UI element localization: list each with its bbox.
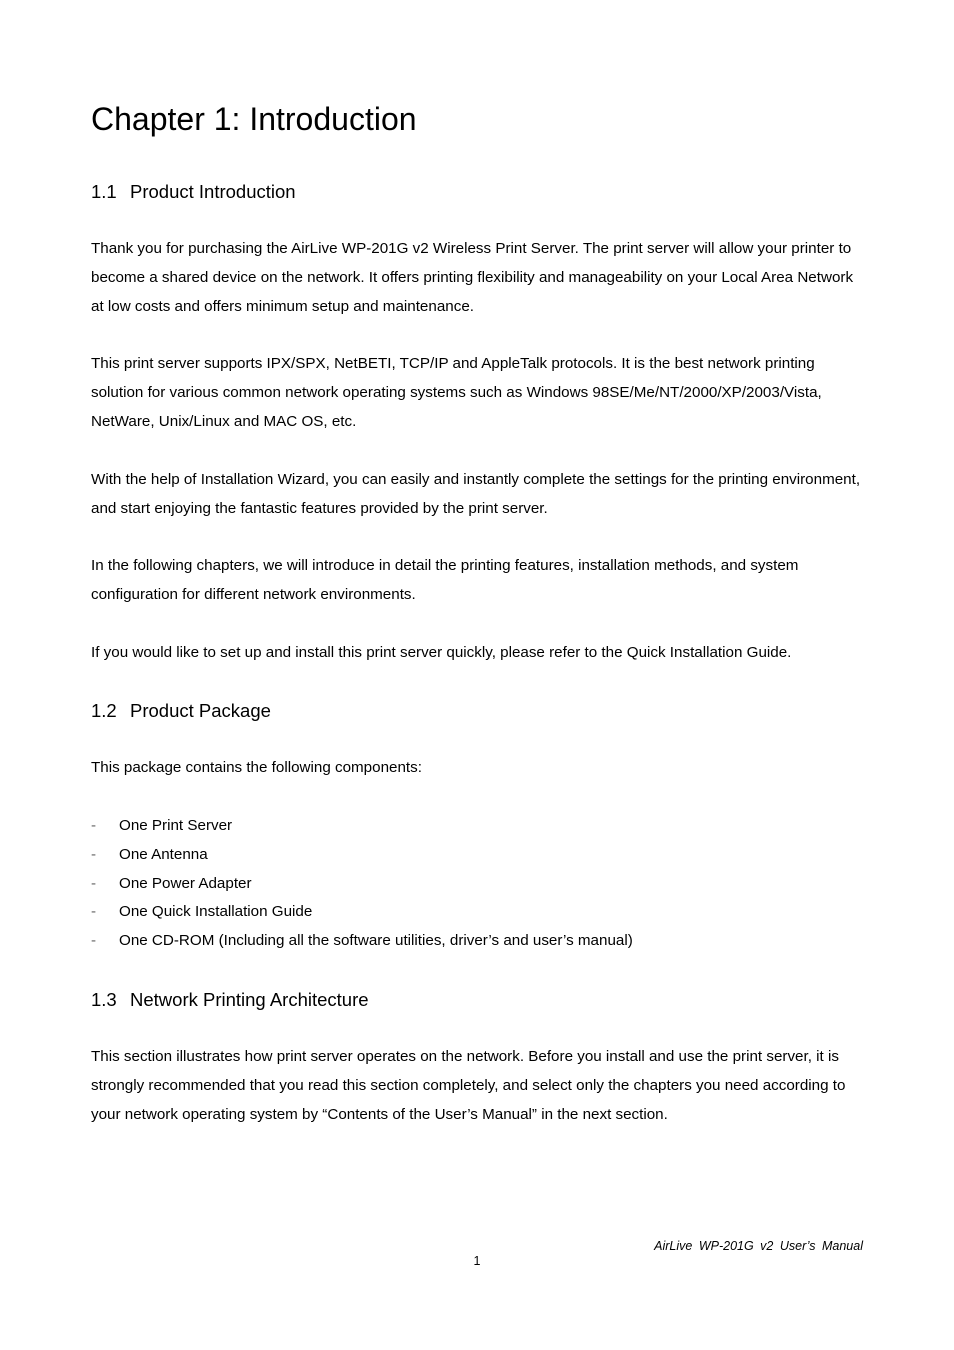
section-number: 1.1 bbox=[91, 181, 117, 202]
paragraph-product-intro-5: If you would like to set up and install this print server quickly, please refer to the Quick Installation Guide. bbox=[91, 644, 792, 661]
chapter-title: Chapter 1: Introduction bbox=[91, 101, 417, 137]
list-item bbox=[91, 841, 633, 870]
list-item bbox=[91, 927, 633, 956]
list-item bbox=[91, 870, 633, 899]
bullet-dash: - bbox=[91, 845, 97, 863]
bullet-dash: - bbox=[91, 817, 97, 834]
section-title: Network Printing Architecture bbox=[130, 989, 369, 1010]
list-item-text: One CD-ROM (Including all the software utilities, driver’s and user’s manual) bbox=[119, 932, 633, 950]
section-heading-network-printing-architecture bbox=[91, 988, 369, 1012]
section-title: Product Package bbox=[130, 700, 271, 721]
paragraph-package-intro: This package contains the following components: bbox=[91, 759, 422, 776]
list-item bbox=[91, 898, 633, 927]
paragraph-product-intro-2: This print server supports IPX/SPX, NetBETI, TCP/IP and AppleTalk protocols. It is the best network printing solution for various common network operating systems such as Windows 98SE/Me/NT/2000/XP/2003/Vista, NetWare, Unix/Linux and MAC OS, etc. bbox=[91, 355, 822, 430]
bullet-dash: - bbox=[91, 932, 97, 950]
list-item-text: One Quick Installation Guide bbox=[119, 903, 313, 921]
footer-manual-title: AirLive WP-201G v2 User’s Manual bbox=[654, 1239, 863, 1253]
bullet-dash: - bbox=[91, 903, 97, 921]
list-item-text: One Print Server bbox=[119, 817, 233, 834]
list-item bbox=[91, 812, 633, 841]
package-components-list bbox=[91, 812, 633, 956]
section-heading-product-introduction bbox=[91, 180, 296, 204]
section-title: Product Introduction bbox=[130, 181, 296, 202]
list-item-text: One Antenna bbox=[119, 845, 208, 863]
paragraph-product-intro-3: With the help of Installation Wizard, you can easily and instantly complete the settings for the printing environment, and start enjoying the fantastic features provided by the print server. bbox=[91, 471, 861, 517]
list-item-text: One Power Adapter bbox=[119, 874, 252, 892]
section-number: 1.3 bbox=[91, 989, 117, 1010]
section-heading-product-package bbox=[91, 699, 271, 723]
paragraph-architecture-1: This section illustrates how print server operates on the network. Before you install and use the print server, it is strongly recommended that you read this section completely, and select only the chapters you need according to your network operating system by “Contents of the User’s Manual” in the next section. bbox=[91, 1048, 846, 1123]
bullet-dash: - bbox=[91, 874, 97, 892]
page-number: 1 bbox=[473, 1254, 481, 1268]
paragraph-product-intro-4: In the following chapters, we will introduce in detail the printing features, installation methods, and system configuration for different network environments. bbox=[91, 557, 799, 603]
section-number: 1.2 bbox=[91, 700, 117, 721]
paragraph-product-intro-1: Thank you for purchasing the AirLive WP-201G v2 Wireless Print Server. The print server will allow your printer to become a shared device on the network. It offers printing flexibility and manageability on your Local Area Network at low costs and offers minimum setup and maintenance. bbox=[91, 240, 854, 315]
